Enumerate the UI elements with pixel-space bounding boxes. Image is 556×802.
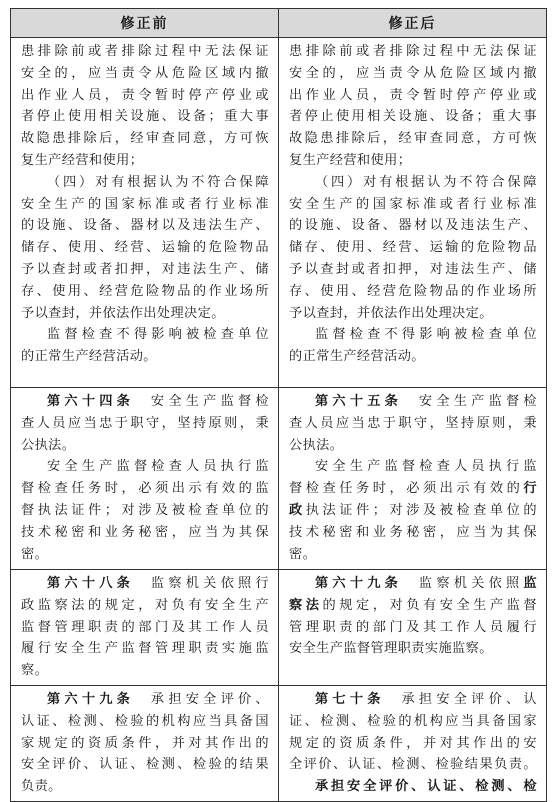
text-line: 予以查封，并依法作出处理决定。 xyxy=(21,305,225,321)
text-line: 督执法证件；对涉及被检查单位的 xyxy=(21,502,269,518)
text-line: 认证、检测、检验的机构应当具备国 xyxy=(21,713,269,729)
text-line: 故隐患排除后，经审查同意，方可恢 xyxy=(289,131,537,147)
text-line: 技术秘密和业务秘密，应当为其保 xyxy=(21,524,269,540)
article-number: 第六十九条 xyxy=(47,691,135,707)
text-line: 监督检查不得影响被检查单位 xyxy=(47,327,269,343)
revised-text: 察法 xyxy=(289,597,323,613)
article-number: 第六十九条 xyxy=(315,576,403,591)
article-first-line xyxy=(21,689,269,711)
cell-before-row3 xyxy=(11,570,279,686)
text-fragment: 的规定，对负有安全生产监督 xyxy=(322,597,537,613)
text-line: 监督检查不得影响被检查单位 xyxy=(315,327,537,343)
column-header-before: 修正前 xyxy=(11,9,279,38)
text-line: 出作业人员，责令暂时停产停业或 xyxy=(289,87,537,103)
cell-after-row2 xyxy=(279,388,547,570)
text-line: 者停止使用相关设施、设备；重大事 xyxy=(21,109,269,125)
table-header-row xyxy=(11,9,547,38)
text-line: 技术秘密和业务秘密，应当为其保 xyxy=(289,524,537,540)
text-line: 查人员应当忠于职守，坚持原则，秉 xyxy=(289,415,537,431)
article-first-line xyxy=(289,573,537,595)
text-line: 规定的资质条件，并对其作出的安 xyxy=(289,735,537,751)
text-line: 予以查封或者扣押，对违法生产、储 xyxy=(289,261,537,277)
text-line: 督检查任务时，必须出示有效的监 xyxy=(21,481,269,497)
text-fragment: 安全生产监督检 xyxy=(147,394,269,409)
text-line: 安全评价、认证、检测、检验的结果 xyxy=(21,757,269,773)
table-row xyxy=(11,570,547,686)
text-line: 故隐患排除后，经审查同意，方可恢 xyxy=(21,131,269,147)
text-line: 管理职责的部门及其工作人员履行 xyxy=(289,619,537,635)
text-line: 安全生产的国家标准或者行业标准 xyxy=(289,196,537,212)
text-line: 复生产经营和使用； xyxy=(21,152,144,168)
text-fragment: 监察机关依照行 xyxy=(147,576,269,591)
text-line: 存、使用、经营危险物品的作业场所 xyxy=(21,283,269,299)
text-line: 监督管理职责的部门及其工作人员 xyxy=(21,619,269,635)
article-first-line xyxy=(289,689,537,711)
text-line: 证、检测、检验的机构应当具备国家 xyxy=(289,713,537,729)
article-first-line xyxy=(21,573,269,595)
cell-after-row3 xyxy=(279,570,547,686)
text-line: 的设施、设备、器材以及违法生产、 xyxy=(21,218,269,234)
text-line: 储存、使用、经营、运输的危险物品 xyxy=(21,240,269,256)
revision-comparison-table xyxy=(10,8,547,802)
text-line: 患排除前或者排除过程中无法保证 xyxy=(289,44,537,59)
text-line: 安全生产监督管理职责实施监察。 xyxy=(289,641,493,657)
article-number: 第七十条 xyxy=(315,691,385,707)
text-line: 全评价、认证、检测、检验结果负责。 xyxy=(289,757,537,773)
text-line: 负责。 xyxy=(21,779,62,795)
article-number: 第六十八条 xyxy=(47,576,135,591)
column-header-after: 修正后 xyxy=(279,9,547,38)
text-line: 政监察法的规定，对负有安全生产 xyxy=(21,597,269,613)
revised-text-line: 承担安全评价、认证、检测、检 xyxy=(315,779,537,795)
table-row xyxy=(11,685,547,801)
table-row xyxy=(11,38,547,388)
article-first-line xyxy=(21,391,269,413)
text-fragment: 承担安全评价、认 xyxy=(397,691,537,707)
text-fragment: 承担安全评价、 xyxy=(147,691,269,707)
text-line: 公执法。 xyxy=(289,437,344,453)
text-line: （四）对有根据认为不符合保障 xyxy=(315,174,537,190)
text-line: 的正常生产经营活动。 xyxy=(289,349,425,365)
text-line: 予以查封或者扣押，对违法生产、储 xyxy=(21,261,269,277)
text-line-with-revision xyxy=(289,500,537,522)
text-line: 者停止使用相关设施、设备；重大事 xyxy=(289,109,537,125)
text-line: 安全的，应当责令从危险区域内撤 xyxy=(289,65,537,81)
cell-before-row1 xyxy=(11,38,279,388)
text-fragment: 督检查任务时，必须出示有效的 xyxy=(289,481,524,497)
cell-after-row4 xyxy=(279,685,547,801)
text-line-with-revision xyxy=(289,595,537,617)
cell-before-row2 xyxy=(11,388,279,570)
comparison-page xyxy=(10,8,546,795)
text-line: 履行安全生产监督管理职责实施监 xyxy=(21,641,269,657)
text-line: 安全生产监督检查人员执行监 xyxy=(47,459,269,475)
text-line: 复生产经营和使用； xyxy=(289,152,412,168)
text-fragment: 安全生产监督检 xyxy=(415,394,537,409)
revised-text: 监 xyxy=(523,576,537,591)
text-fragment: 监察机关依照 xyxy=(415,576,524,591)
text-line: 密。 xyxy=(21,546,49,562)
text-line: 察。 xyxy=(21,663,49,679)
text-line: 患排除前或者排除过程中无法保证 xyxy=(21,44,269,59)
text-line: 家规定的资质条件，并对其作出的 xyxy=(21,735,269,751)
text-line: 的设施、设备、器材以及违法生产、 xyxy=(289,218,537,234)
cell-before-row4 xyxy=(11,685,279,801)
article-number: 第六十五条 xyxy=(315,394,403,409)
revised-text: 行 xyxy=(523,481,537,497)
text-line: 密。 xyxy=(289,546,317,562)
revised-text: 政 xyxy=(289,502,306,518)
text-line: 出作业人员，责令暂时停产停业或 xyxy=(21,87,269,103)
text-line: 公执法。 xyxy=(21,437,76,453)
text-line: 安全的，应当责令从危险区域内撤 xyxy=(21,65,269,81)
text-line: 存、使用、经营危险物品的作业场所 xyxy=(289,283,537,299)
table-row xyxy=(11,388,547,570)
text-line: （四）对有根据认为不符合保障 xyxy=(47,174,269,190)
cell-after-row1 xyxy=(279,38,547,388)
text-line: 安全生产的国家标准或者行业标准 xyxy=(21,196,269,212)
text-line: 的正常生产经营活动。 xyxy=(21,349,157,365)
text-line: 予以查封，并依法作出处理决定。 xyxy=(289,305,493,321)
text-line: 储存、使用、经营、运输的危险物品 xyxy=(289,240,537,256)
article-first-line xyxy=(289,391,537,413)
text-line: 安全生产监督检查人员执行监 xyxy=(315,459,537,475)
text-fragment: 执法证件；对涉及被检查单位的 xyxy=(305,502,537,518)
text-line: 查人员应当忠于职守，坚持原则，秉 xyxy=(21,415,269,431)
article-number: 第六十四条 xyxy=(47,394,135,409)
text-line-with-revision xyxy=(289,478,537,500)
